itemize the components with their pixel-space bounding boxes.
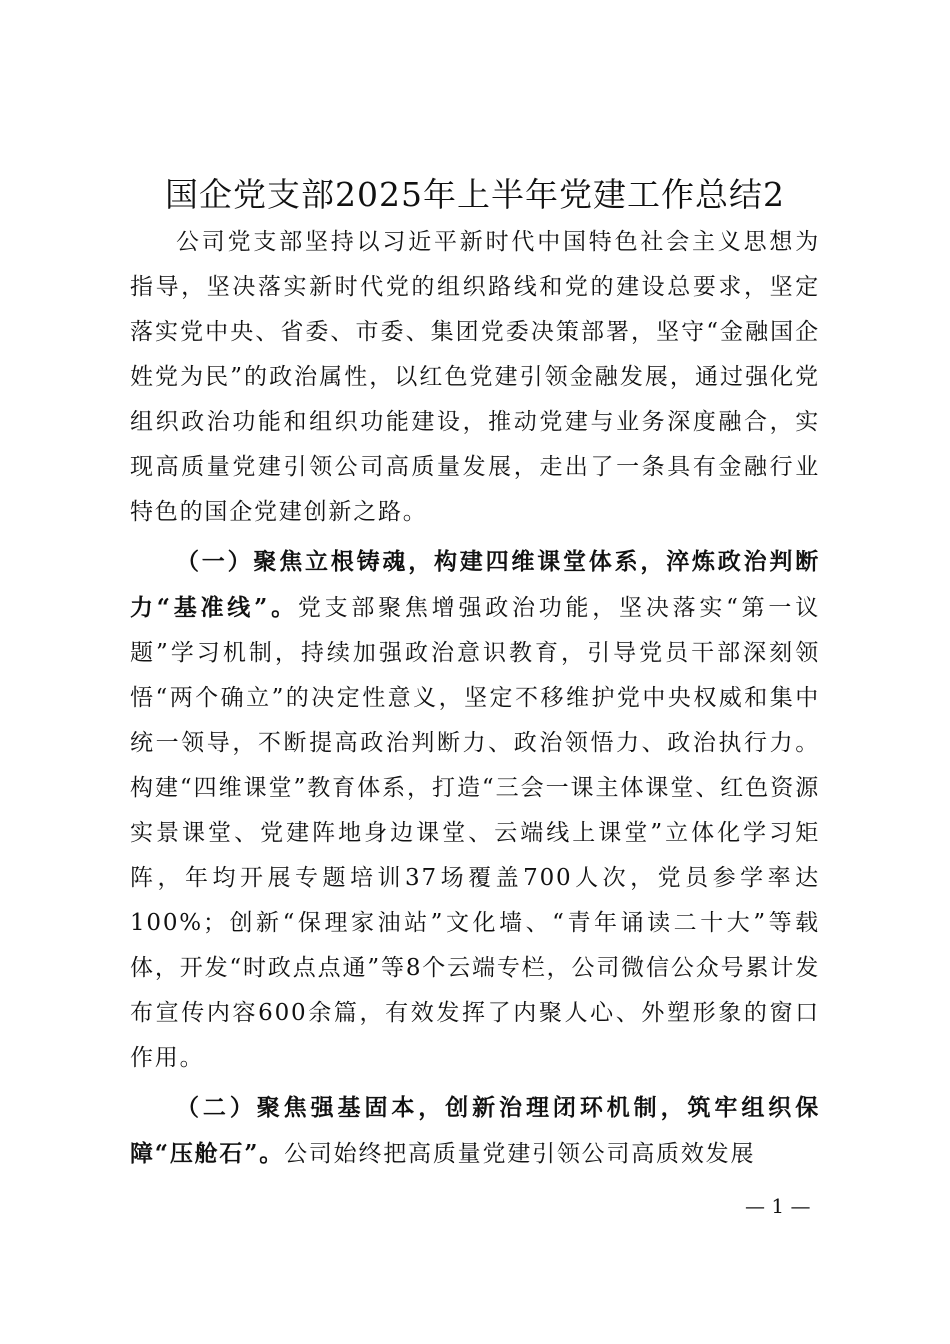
section-1-body: 党支部聚焦增强政治功能，坚决落实“第一议题”学习机制，持续加强政治意识教育，引导党员干部深刻领悟“两个确立”的决定性意义，坚定不移维护党中央权威和集中统一领导，不断提高政治判断力、政治领悟力、政治执行力。构建“四维课堂”教育体系，打造“三会一课主体课堂、红色资源实景课堂、党建阵地身边课堂、云端线上课堂”立体化学习矩阵，年均开展专题培训37场覆盖700人次，党员参学率达100%；创新“保理家油站”文化墙、“青年诵读二十大”等载体，开发“时政点点通”等8个云端专栏，公司微信公众号累计发布宣传内容600余篇，有效发挥了内聚人心、外塑形象的窗口作用。 — [130, 595, 820, 1071]
document-page — [130, 170, 820, 1177]
section-1-heading: （一）聚焦立根铸魂，构建四维课堂体系，淬炼政治判断力“基准线”。 — [130, 548, 820, 621]
section-2-paragraph — [130, 1085, 820, 1177]
document-title: 国企党支部2025年上半年党建工作总结2 — [165, 175, 785, 214]
page-number: — 1 — — [745, 1194, 811, 1218]
intro-paragraph: 公司党支部坚持以习近平新时代中国特色社会主义思想为指导，坚决落实新时代党的组织路线和党的建设总要求，坚定落实党中央、省委、市委、集团党委决策部署，坚守“金融国企姓党为民”的政治属性，以红色党建引领金融发展，通过强化党组织政治功能和组织功能建设，推动党建与业务深度融合，实现高质量党建引领公司高质量发展，走出了一条具有金融行业特色的国企党建创新之路。 — [130, 229, 820, 525]
section-2-heading: （二）聚焦强基固本，创新治理闭环机制，筑牢组织保障“压舱石”。 — [130, 1094, 820, 1167]
section-1-paragraph — [130, 539, 820, 1081]
section-2-body: 公司始终把高质量党建引领公司高质效发展 — [284, 1141, 756, 1167]
